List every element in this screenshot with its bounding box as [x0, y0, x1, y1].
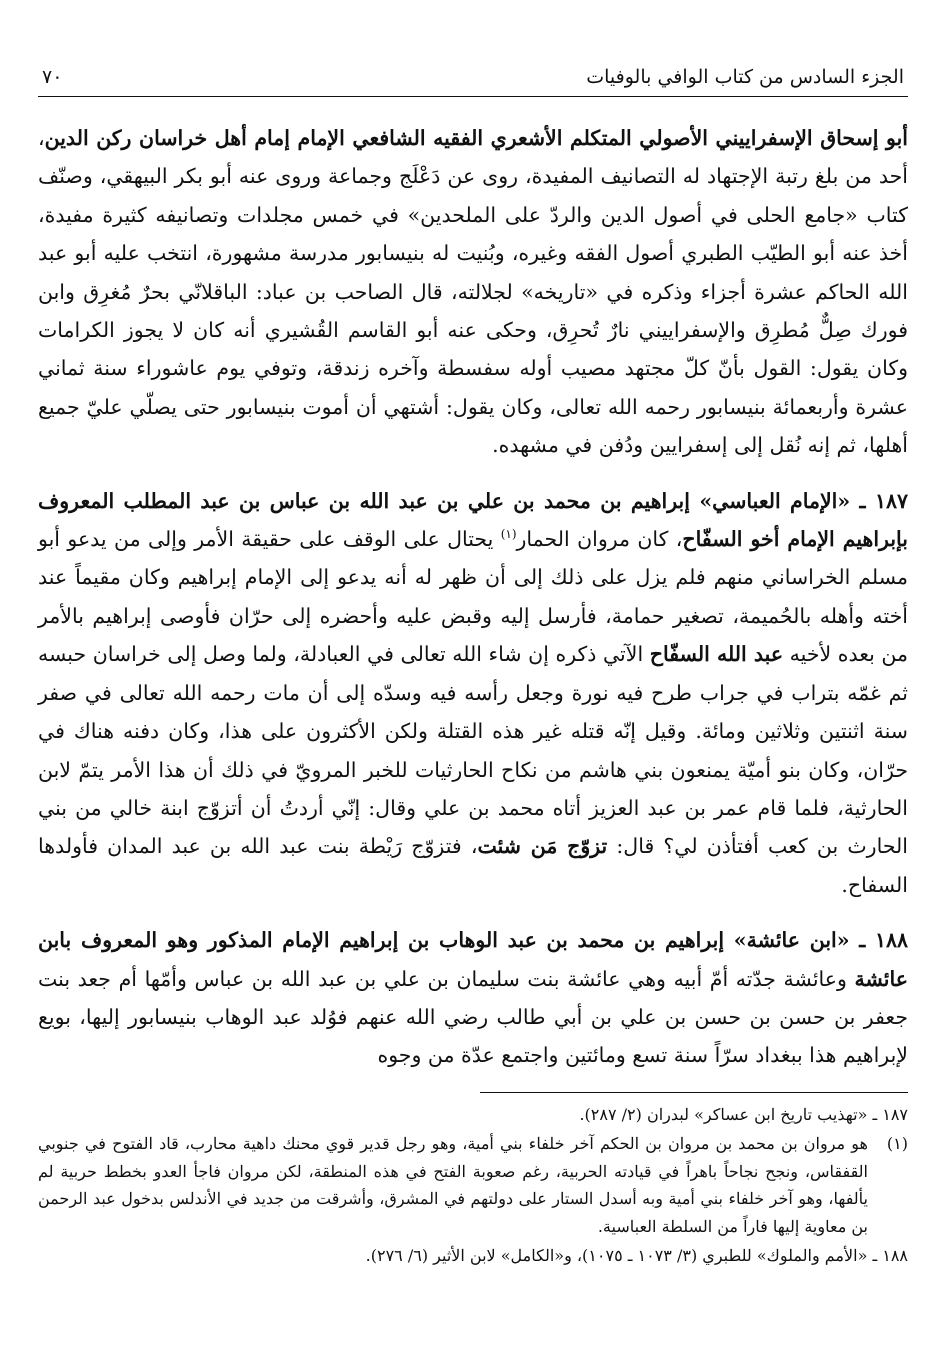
entry-188	[38, 921, 908, 1075]
entry-heading: أبو إسحاق الإسفراييني الأصولي المتكلم الأشعري الفقيه الشافعي الإمام إمام أهل خراسان ركن الدين	[44, 126, 908, 150]
footnote-divider	[480, 1092, 908, 1093]
footnote-ref-188: ١٨٨ ـ «الأمم والملوك» للطبري (٣/ ١٠٧٣ ـ ١٠٧٥)، و«الكامل» لابن الأثير (٦/ ٢٧٦).	[365, 1246, 908, 1266]
footnotes	[38, 1092, 908, 1270]
bold-quote: تزوّج مَن شئت	[477, 834, 608, 859]
entry-body: الآتي ذكره إن شاء الله تعالى في العبادلة، ولما وصل إلى خراسان حبسه ثم غمّه بتراب في جراب طرح فيه نورة وجعل رأسه فيه وسدّه إلى أن مات رحمه الله تعالى في صفر سنة اثنتين وثلاثين ومائة. وقيل إنّه قتله غير هذه القتلة ولكن الأكثرون على هذا، وكان دفنه هناك في حرّان، وكان بنو أميّة يمنعون بني هاشم من نكاح الحارثيات للخبر المرويّ في ذلك أن هذا الأمر يتمّ لابن الحارثية، فلما قام عمر بن عبد العزيز أتاه محمد بن علي وقال: إنّي أردتُ أن أتزوّج ابنة خالي من بني الحارث بن كعب أفتأذن لي؟ قال:	[38, 642, 908, 859]
entry-body: يحتال على الوقف على حقيقة الأمر وإلى من يدعو أبو مسلم الخراساني منهم فلم يزل على ذلك إلى أن ظهر له أنه يدعو إلى الإمام إبراهيم وكان مقيماً عند أخته وأهله بالحُميمة، تصغير حمامة، فأرسل إليه وقبض عليه وأحضره إلى حرّان فأوصى إبراهيم بالأمر من بعده لأخيه	[38, 527, 908, 667]
footnote-marker: (١)	[500, 527, 517, 542]
main-text	[38, 119, 908, 1075]
footnote-text: هو مروان بن محمد بن مروان بن الحكم آخر خلفاء بني أمية، وهو رجل قدير قوي محنك داهية محارب، قاد الفتوح في جنوبي القفقاس، ونجح نجاحاً باهراً في قيادته الحربية، رغم صعوبة الفتح في هذه المنطقة، لكن مروان فاجأ العدو بخطط حربية لم يألفها، وهو آخر خلفاء بني أمية وبه أسدل الستار على دولتهم في المشرق، وأشرقت من جديد في الأندلس بدخول عبد الرحمن بن معاوية إليها فاراً من السلطة العباسية.	[38, 1134, 868, 1236]
footnote-1	[38, 1130, 908, 1240]
entry-body: وعائشة جدّته أمّ أبيه وهي عائشة بنت سليمان بن علي بن عبد الله بن عباس وأمّها أم جعد بنت جعفر بن حسن بن حسن بن علي بن أبي طالب رضي الله عنهم فوُلد عبد الوهاب بنيسابور إليها، بويع لإبراهيم هذا ببغداد سرّاً سنة تسع ومائتين واجتمع عدّة من وجوه	[38, 966, 908, 1068]
entry-heading: ١٨٨ ـ «ابن عائشة» إبراهيم بن محمد بن عبد الوهاب بن إبراهيم الإمام المذكور وهو المعروف بابن عائشة	[38, 928, 908, 991]
running-title: الجزء السادس من كتاب الوافي بالوفيات	[586, 66, 904, 88]
page-header	[38, 48, 908, 94]
footnote-ref-187: ١٨٧ ـ «تهذيب تاريخ ابن عساكر» لبدران (٢/ ٢٨٧).	[579, 1104, 908, 1124]
entry-isfarayini	[38, 119, 908, 465]
book-page	[38, 48, 908, 1270]
page-number: ٧٠	[42, 66, 63, 88]
footnote-number: (١)	[886, 1134, 908, 1154]
entry-body: ، فتزوّج رَيْطة بنت عبد الله بن عبد المدان فأولدها السفاح.	[38, 834, 908, 897]
entry-body: ، أحد من بلغ رتبة الإجتهاد له التصانيف المفيدة، روى عن دَعْلَج وجماعة وروى عنه أبو بكر البيهقي، وصنّف كتاب «جامع الحلى في أصول الدين والردّ على الملحدين» في خمس مجلدات وتصانيفه كثيرة مفيدة، أخذ عنه أبو الطيّب الطبري أصول الفقه وغيره، وبُنيت له بنيسابور مدرسة مشهورة، انتخب عليه أبو عبد الله الحاكم عشرة أجزاء وذكره في «تاريخه» لجلالته، قال الصاحب بن عباد: الباقلانّي بحرٌ مُغرِق وابن فورك صِلٌّ مُطرِق والإسفراييني نارٌ تُحرِق، وحكى عنه أبو القاسم القُشيري أنه كان لا يجوز الكرامات وكان يقول: القول بأنّ كلّ مجتهد مصيب أوله سفسطة وآخره زندقة، وتوفي يوم عاشوراء سنة ثماني عشرة وأربعمائة بنيسابور رحمه الله تعالى، وكان يقول: أشتهي أن أموت بنيسابور حتى يصلّي عليّ جميع أهلها، ثم إنه نُقل إلى إسفرايين ودُفن في مشهده.	[38, 126, 908, 458]
entry-body: ، كان مروان الحمار	[516, 527, 683, 552]
header-divider	[38, 96, 908, 97]
entry-heading: ١٨٧ ـ «الإمام العباسي» إبراهيم بن محمد بن علي بن عبد الله بن عباس بن عبد المطلب المعروف بإبراهيم الإمام أخو السفّاح	[38, 488, 908, 552]
entry-187	[38, 482, 908, 904]
bold-name: عبد الله السفّاح	[649, 642, 784, 667]
